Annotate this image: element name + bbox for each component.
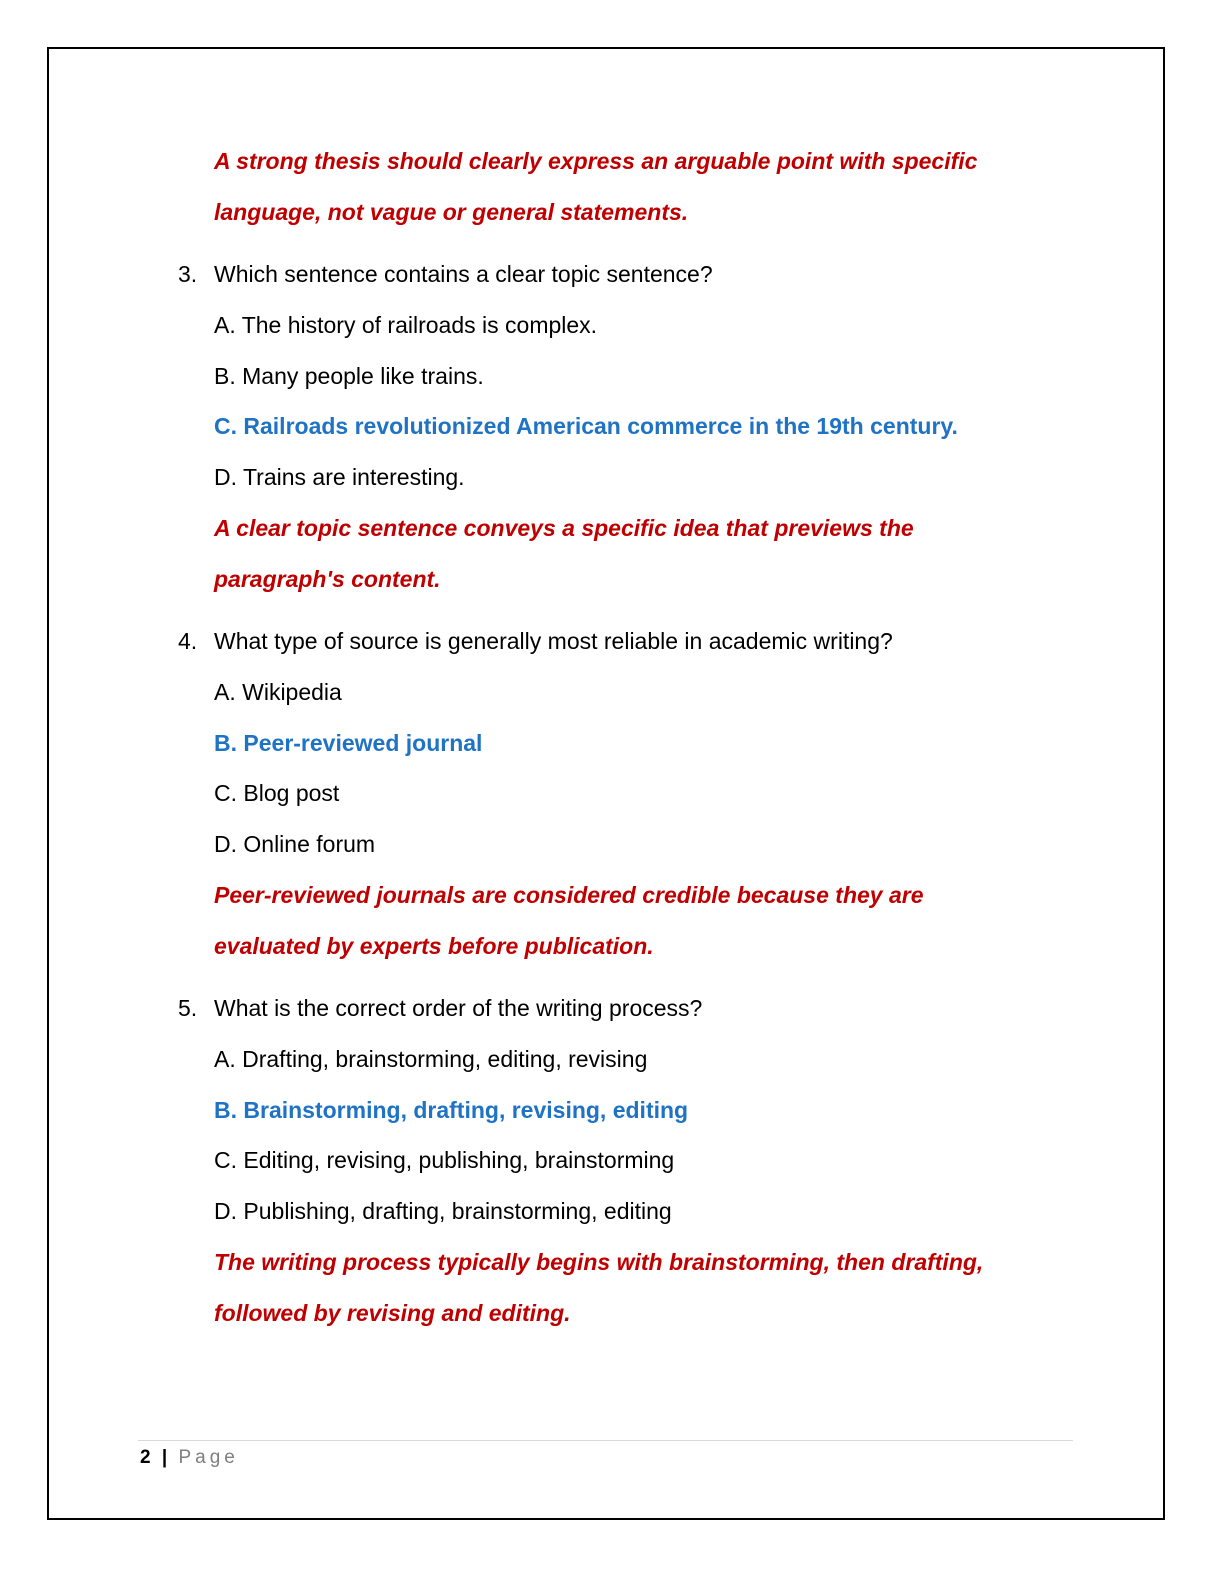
option-c: C. Blog post: [214, 780, 340, 806]
explanation-text: Peer-reviewed journals are considered credible because they are: [214, 882, 924, 908]
explanation-text: evaluated by experts before publication.: [214, 933, 654, 959]
explanation-text: language, not vague or general statements.: [214, 199, 689, 225]
option-a: A. The history of railroads is complex.: [214, 312, 598, 338]
footer-divider: [138, 1440, 1073, 1441]
page-number: 2: [140, 1447, 151, 1468]
footer-separator: |: [161, 1447, 168, 1468]
option-d: D. Online forum: [214, 831, 376, 857]
page-label: Page: [178, 1447, 239, 1468]
explanation-text: The writing process typically begins with brainstorming, then drafting,: [214, 1249, 984, 1275]
option-d: D. Publishing, drafting, brainstorming, editing: [214, 1198, 672, 1224]
option-b-correct: B. Brainstorming, drafting, revising, editing: [214, 1097, 689, 1123]
option-d: D. Trains are interesting.: [214, 464, 465, 490]
option-b-correct: B. Peer-reviewed journal: [214, 730, 483, 756]
explanation-text: A clear topic sentence conveys a specific idea that previews the: [214, 515, 914, 541]
option-c: C. Editing, revising, publishing, brainstorming: [214, 1147, 675, 1173]
option-a: A. Wikipedia: [214, 679, 342, 705]
option-c-correct: C. Railroads revolutionized American commerce in the 19th century.: [214, 413, 958, 439]
question-text: What type of source is generally most reliable in academic writing?: [214, 628, 893, 654]
question-text: What is the correct order of the writing process?: [214, 995, 703, 1021]
option-a: A. Drafting, brainstorming, editing, revising: [214, 1046, 648, 1072]
question-text: Which sentence contains a clear topic sentence?: [214, 261, 713, 287]
question-number: 4.: [178, 628, 198, 654]
option-b: B. Many people like trains.: [214, 363, 484, 389]
explanation-text: paragraph's content.: [214, 566, 441, 592]
explanation-text: A strong thesis should clearly express an arguable point with specific: [214, 148, 978, 174]
question-number: 3.: [178, 261, 198, 287]
page-footer: [140, 1446, 239, 1470]
question-number: 5.: [178, 995, 198, 1021]
explanation-text: followed by revising and editing.: [214, 1300, 571, 1326]
